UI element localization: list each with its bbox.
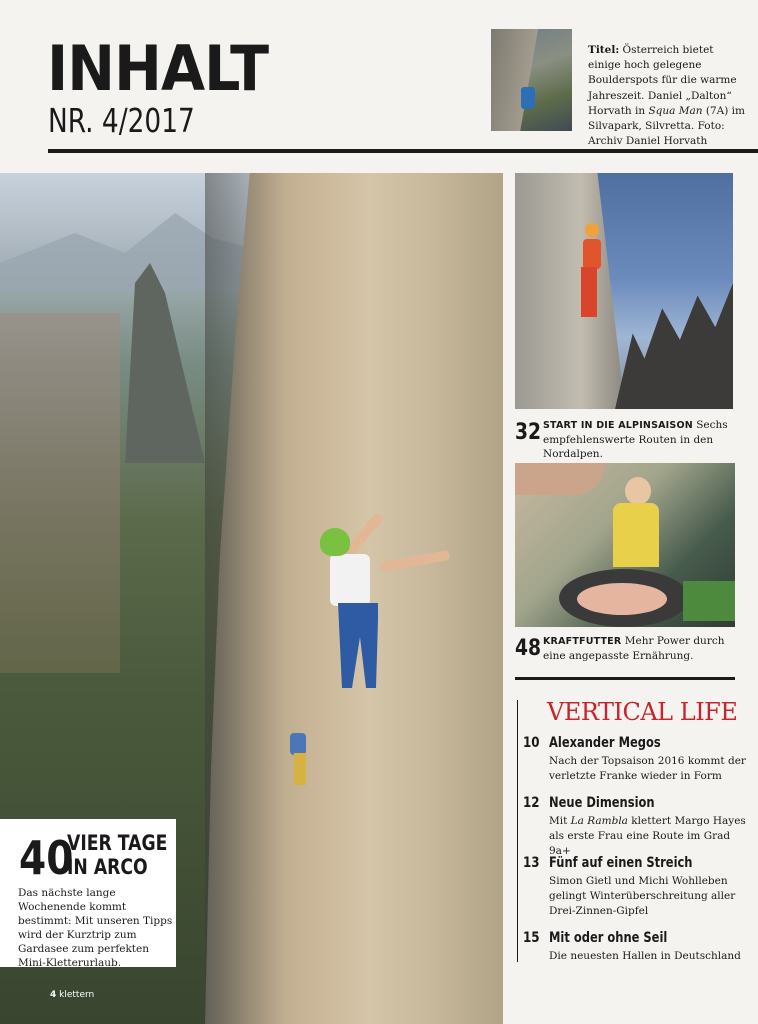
feature-48-text [543,634,745,663]
photo-food [577,583,667,615]
climber-helmet [320,528,350,556]
toc-entry-description [549,814,749,859]
toc-entry-heading: Alexander Megos [549,735,661,751]
alpine-climber [577,223,607,333]
toc-entry-number: 15 [523,930,540,946]
feature-title-line-2: IN ARCO [67,855,148,879]
section-title-vertical-life: VERTICAL LIFE [547,698,738,726]
cover-rock [491,29,551,131]
toc-entry-description: Simon Gietl und Michi Wohlleben gelingt Winterüberschreitung aller Drei-Zinnen-Gipfel [549,875,736,917]
feature-number: 40 [19,831,74,885]
cover-climber [521,87,535,109]
feature-32-description: Sechs empfehlenswerte Routen in den Nordalpen. [543,419,728,460]
toc-entry-description: Nach der Topsaison 2016 kommt der verletzte Franke wieder in Form [549,755,746,782]
lead-climber [320,528,440,698]
toc-entry-number: 13 [523,855,540,871]
toc-entry-route-name: La Rambla [570,815,628,827]
vertical-life-divider [515,677,735,680]
photo-vegetables [683,581,735,621]
alpine-climber-legs [581,267,597,317]
cover-caption [588,43,748,149]
toc-entry-number: 10 [523,735,540,751]
alpine-season-photo [515,173,733,409]
climber-torso [330,554,370,606]
folio-page-number: 4 [50,990,57,1000]
issue-number: NR. 4/2017 [48,101,195,140]
climber-legs [338,603,378,688]
nutrition-photo [515,463,735,627]
belay-climber [290,733,330,793]
feature-48-description: Mehr Power durch eine angepasste Ernährung. [543,635,725,662]
rock-wall-shade [205,173,285,1024]
cover-caption-text-2: (7A) im Silvapark, Silvretta. Foto: Archiv Daniel Horvath [588,104,745,148]
alpine-climber-helmet [585,223,599,237]
feature-32-text [543,418,745,461]
header-divider [48,149,758,153]
toc-entry-heading: Mit oder ohne Seil [549,930,668,946]
alpine-climber-torso [583,239,601,269]
vertical-life-side-rule [517,700,518,962]
feature-teaser: Das nächste lange Wochenende kommt bestimmt: Mit unseren Tipps wird der Kurztrip zum Gardasee zum perfekten Mini-Kletterurlaub. [18,887,173,969]
page-title: INHALT [47,32,269,105]
photo-child-head [625,477,651,505]
page-folio [50,990,94,1000]
cover-caption-label: Titel: [588,44,620,56]
feature-32-number: 32 [515,420,542,445]
feature-48-heading: KRAFTFUTTER [543,636,622,647]
toc-entry-text-pre: Mit [549,815,571,827]
climber-arm-side [380,550,451,572]
photo-arm [515,463,605,495]
feature-title [67,831,167,879]
belayer-body [290,733,306,755]
toc-entry-description: Die neuesten Hallen in Deutschland [549,950,741,962]
toc-entry-heading: Fünf auf einen Streich [549,855,693,871]
alpine-rock [515,173,625,409]
cover-thumbnail-image [491,29,572,131]
alpine-ridge [615,283,733,409]
photo-child [613,503,659,567]
rock-peak [105,263,205,463]
cover-caption-route: Squa Man [648,104,703,117]
toc-entry-heading: Neue Dimension [549,795,655,811]
cover-caption-text-1: Österreich bietet einige hoch gelegene Boulderspots für die warme Jahreszeit. Daniel „Dalton“ Horvath in [588,44,737,117]
feature-32-heading: START IN DIE ALPINSAISON [543,420,693,431]
folio-magazine-name: klettern [59,990,95,1000]
feature-48-number: 48 [515,636,542,661]
toc-entry-number: 12 [523,795,540,811]
feature-title-line-1: VIER TAGE [67,831,168,855]
belayer-legs [294,753,306,785]
toc-entry-text-post: klettert Margo Hayes als erste Frau eine Route im Grad 9a+ [549,815,746,857]
valley-town [0,313,120,673]
